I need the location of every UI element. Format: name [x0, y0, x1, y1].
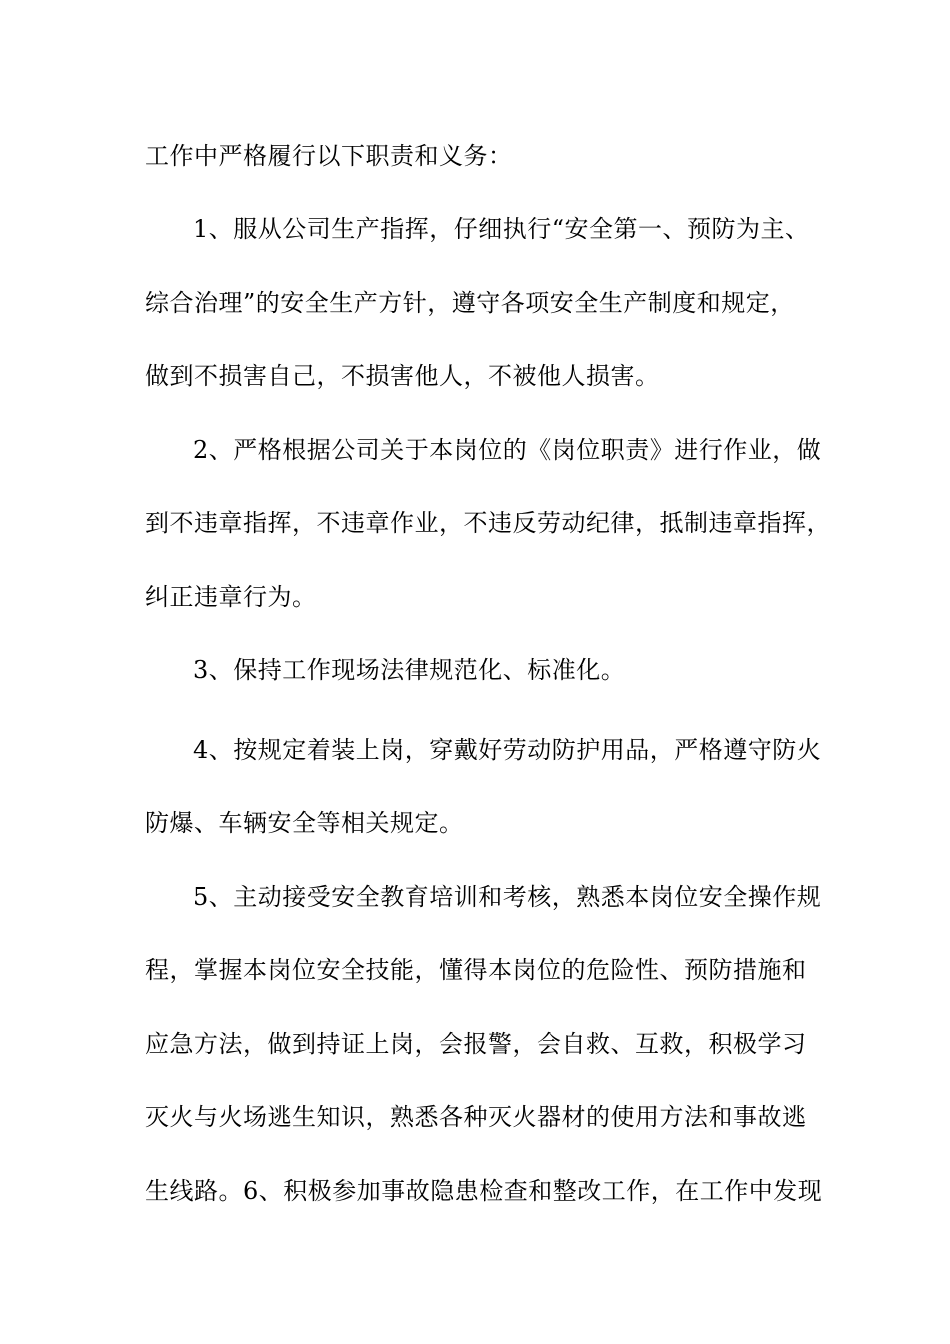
text-line: 5、主动接受安全教育培训和考核，熟悉本岗位安全操作规	[193, 883, 822, 911]
text-line: 3、保持工作现场法律规范化、标准化。	[193, 656, 626, 684]
text-line: 2、严格根据公司关于本岗位的《岗位职责》进行作业，做	[193, 436, 822, 464]
text-line: 灭火与火场逃生知识，熟悉各种灭火器材的使用方法和事故逃	[145, 1103, 807, 1131]
text-line: 4、按规定着装上岗，穿戴好劳动防护用品，严格遵守防火	[193, 736, 822, 764]
text-line: 纠正违章行为。	[145, 583, 317, 611]
text-line: 1、服从公司生产指挥，仔细执行“安全第一、预防为主、	[193, 215, 810, 243]
text-line: 工作中严格履行以下职责和义务：	[145, 142, 513, 170]
text-line: 防爆、车辆安全等相关规定。	[145, 809, 464, 837]
text-line: 生线路。6、积极参加事故隐患检查和整改工作，在工作中发现	[145, 1177, 823, 1205]
text-line: 到不违章指挥，不违章作业，不违反劳动纪律，抵制违章指挥，	[145, 509, 831, 537]
text-line: 综合治理”的安全生产方针，遵守各项安全生产制度和规定，	[145, 289, 795, 317]
text-line: 应急方法，做到持证上岗，会报警，会自救、互救，积极学习	[145, 1030, 807, 1058]
text-line: 程，掌握本岗位安全技能，懂得本岗位的危险性、预防措施和	[145, 956, 807, 984]
text-line: 做到不损害自己，不损害他人，不被他人损害。	[145, 362, 660, 390]
